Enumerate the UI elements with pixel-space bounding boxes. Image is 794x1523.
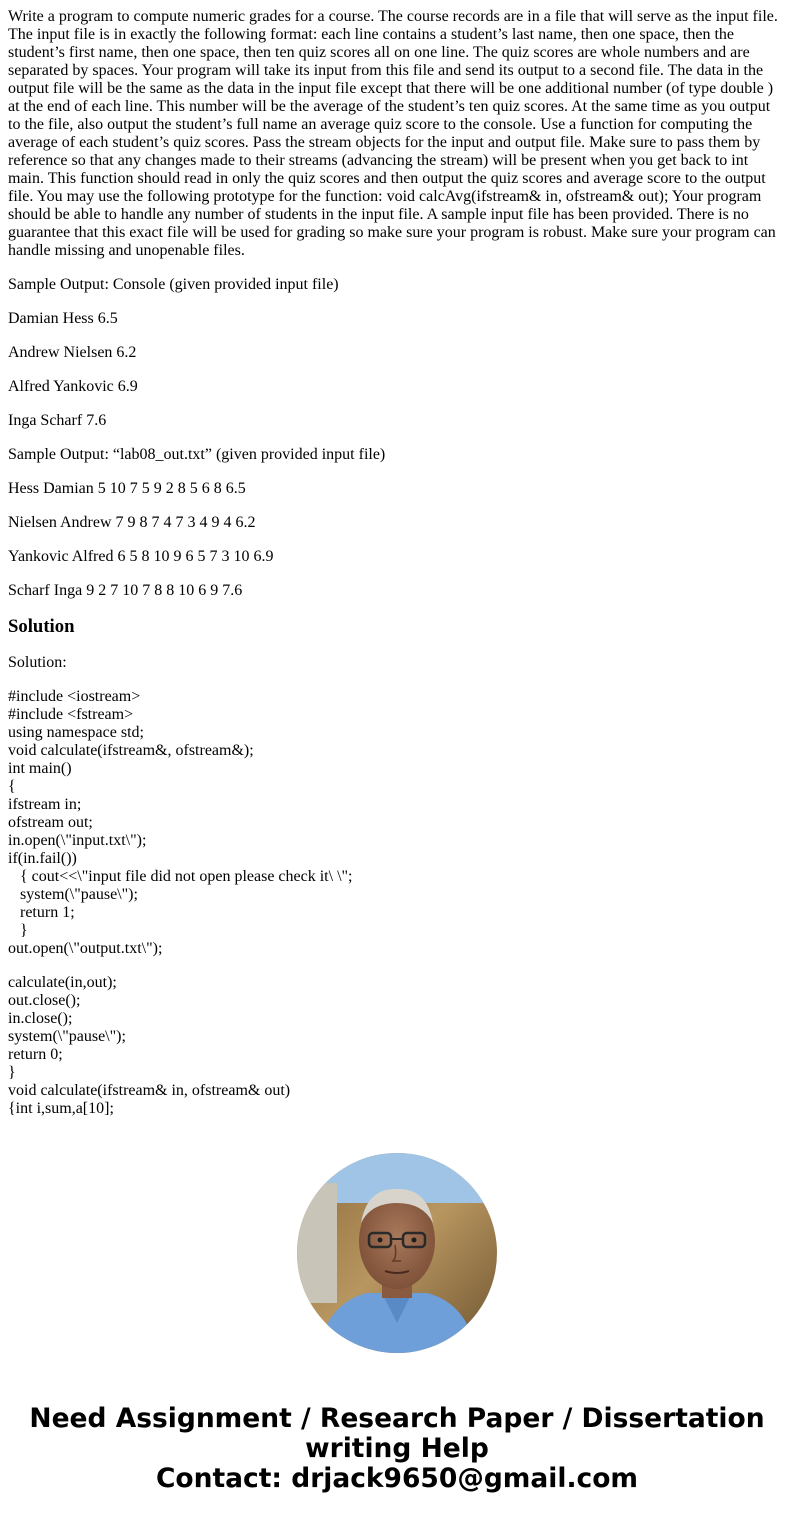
console-output-heading: Sample Output: Console (given provided input file) [8,276,339,293]
code-line: void calculate(ifstream& in, ofstream& out) [8,1082,291,1099]
file-output-line: Yankovic Alfred 6 5 8 10 9 6 5 7 3 10 6.9 [8,548,274,565]
code-line: { cout<<\"input file did not open please check it\ \"; [8,868,353,885]
console-output-line: Andrew Nielsen 6.2 [8,344,137,361]
code-line: out.open(\"output.txt\"); [8,940,163,957]
code-line: system(\"pause\"); [8,1028,126,1045]
help-banner [0,1404,794,1494]
file-output-line: Nielsen Andrew 7 9 8 7 4 7 3 4 9 4 6.2 [8,514,256,531]
code-line: #include <iostream> [8,688,141,705]
solution-label: Solution: [8,654,67,671]
code-line: system(\"pause\"); [8,886,138,903]
code-block [8,688,786,958]
code-line: out.close(); [8,992,81,1009]
code-line: if(in.fail()) [8,850,77,867]
code-line: } [8,1064,16,1081]
code-line: in.close(); [8,1010,73,1027]
code-line: int main() [8,760,72,777]
author-photo-illustration [297,1153,497,1353]
banner-line: Need Assignment / Research Paper / Dissertation [29,1403,765,1434]
code-line: return 0; [8,1046,63,1063]
code-line: } [8,922,28,939]
banner-contact: Contact: drjack9650@gmail.com [155,1463,639,1494]
code-line: ofstream out; [8,814,93,831]
code-line: { [8,778,16,795]
code-line: void calculate(ifstream&, ofstream&); [8,742,254,759]
file-output-line: Hess Damian 5 10 7 5 9 2 8 5 6 8 6.5 [8,480,246,497]
code-line: calculate(in,out); [8,974,117,991]
code-block [8,974,786,1118]
code-line: ifstream in; [8,796,82,813]
question-text: Write a program to compute numeric grades for a course. The course records are in a file that will serve as the input file. The input file is in exactly the following format: each line contains a student’s last name, then one space, then the student’s first name, then one space, then ten quiz scores all on one line. The quiz scores are whole numbers and are separated by spaces. Your program will take its input from this file and send its output to a second file. The data in the output file will be the same as the data in the input file except that there will be one additional number (of type double ) at the end of each line. This number will be the average of the student’s ten quiz scores. At the same time as you output to the file, also output the student’s full name an average quiz score to the console. Use a function for computing the average of each student’s quiz scores. Pass the stream objects for the input and output file. Make sure to pass them by reference so that any changes made to their streams (advancing the stream) will be present when you get back to int main. This function should read in only the quiz scores and then output the quiz scores and average score to the output file. You may use the following prototype for the function: void calcAvg(ifstream& in, ofstream& out); Your program should be able to handle any number of students in the input file. A sample input file has been provided. There is no guarantee that this exact file will be used for grading so make sure your program is robust. Make sure your program can handle missing and unopenable files. [8,8,778,259]
code-line: #include <fstream> [8,706,134,723]
console-output-line: Damian Hess 6.5 [8,310,118,327]
code-line: using namespace std; [8,724,144,741]
author-avatar [297,1153,497,1353]
code-line: {int i,sum,a[10]; [8,1100,114,1117]
console-output-line: Inga Scharf 7.6 [8,412,107,429]
console-output-line: Alfred Yankovic 6.9 [8,378,138,395]
banner-line: writing Help [305,1433,489,1464]
file-output-heading: Sample Output: “lab08_out.txt” (given provided input file) [8,446,386,463]
code-line: in.open(\"input.txt\"); [8,832,147,849]
code-line: return 1; [8,904,75,921]
file-output-line: Scharf Inga 9 2 7 10 7 8 8 10 6 9 7.6 [8,582,243,599]
solution-heading: Solution [8,616,75,637]
document-body [8,8,786,1134]
